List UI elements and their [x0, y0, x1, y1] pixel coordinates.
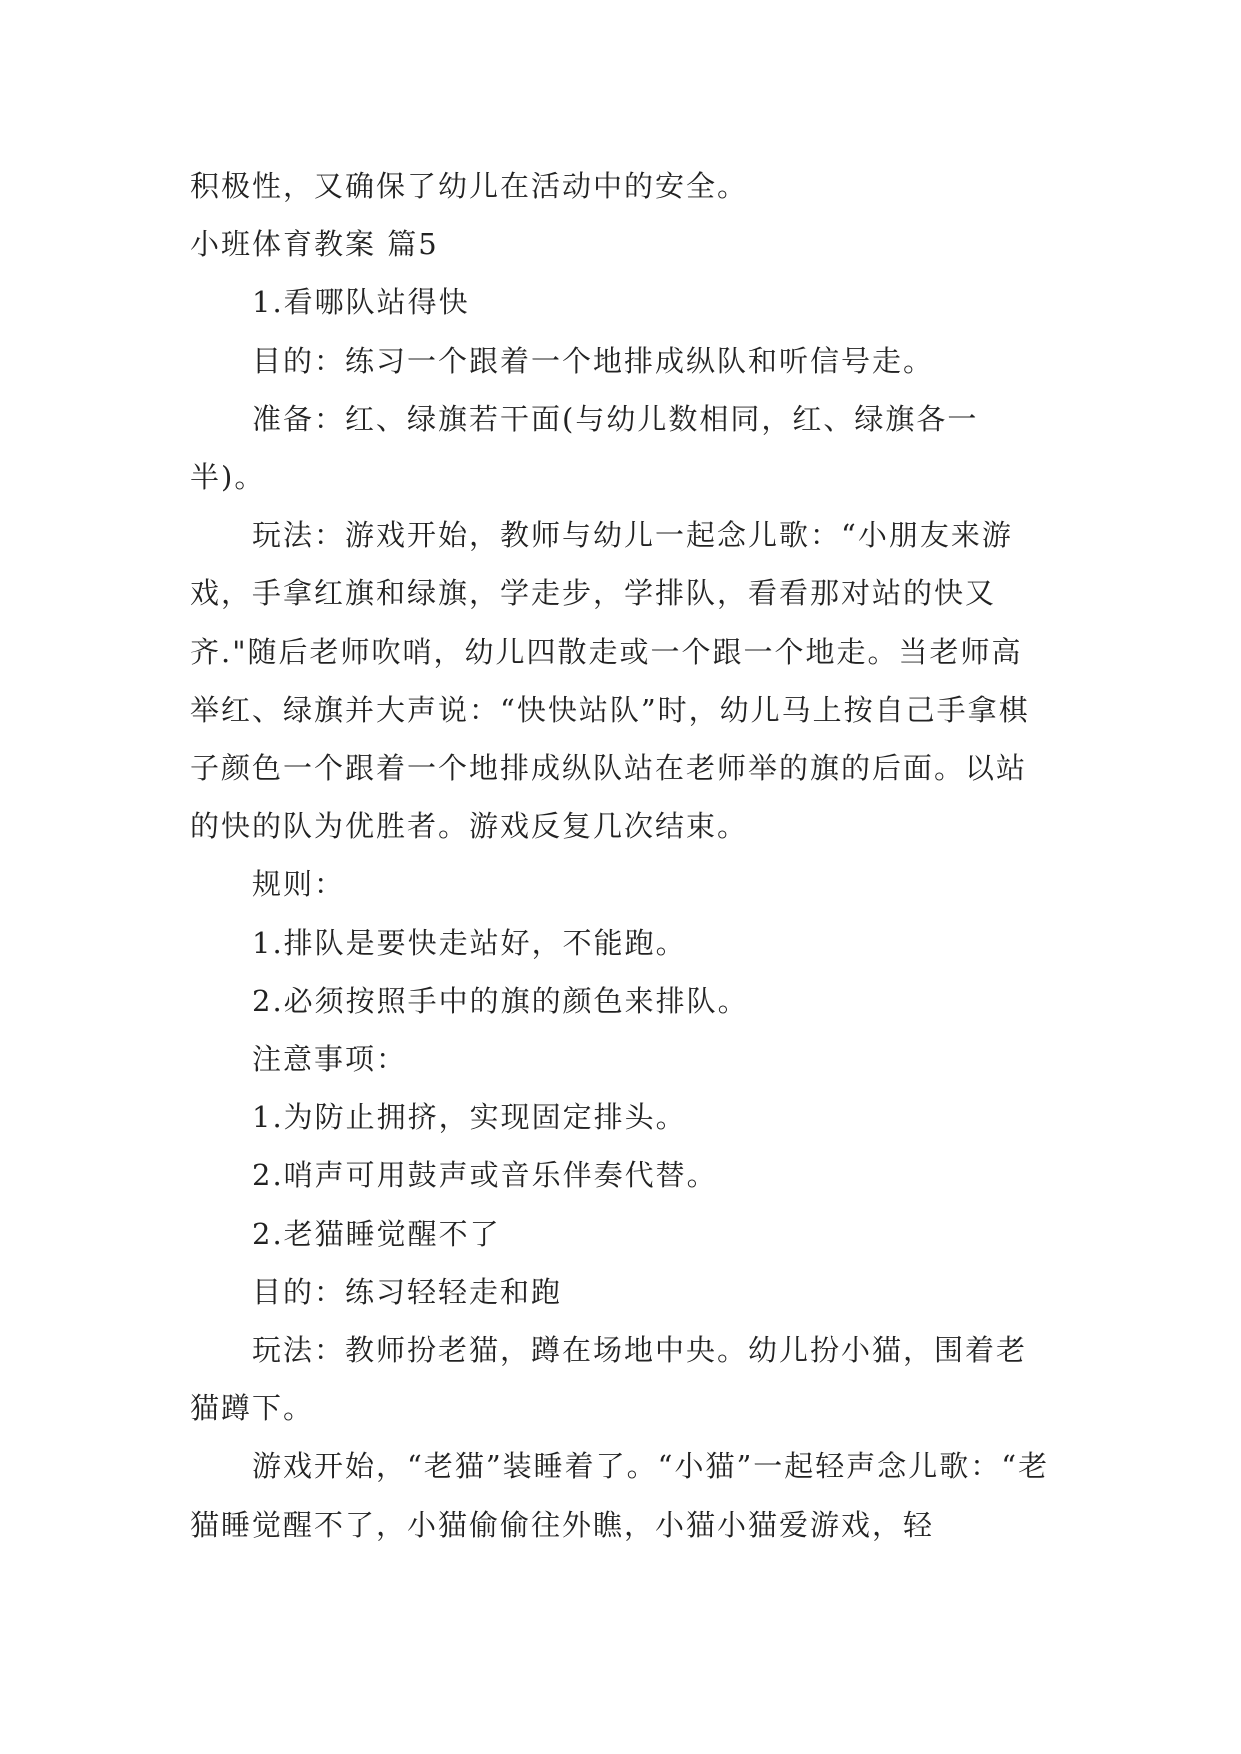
section-heading: 小班体育教案 篇5	[190, 227, 439, 262]
paragraph: 准备：红、绿旗若干面(与幼儿数相同，红、绿旗各一半)。	[190, 401, 979, 495]
paragraph: 玩法：教师扮老猫，蹲在场地中央。幼儿扮小猫，围着老猫蹲下。	[190, 1333, 1028, 1426]
paragraph: 玩法：游戏开始，教师与幼儿一起念儿歌：“小朋友来游戏，手拿红旗和绿旗，学走步，学排队，看看那对站的快又齐."随后老师吹哨，幼儿四散走或一个跟一个地走。当老师高举红、绿旗并大声说：“快快站队”时，幼儿马上按自己手拿棋子颜色一个跟着一个地排成纵队站在老师举的旗的后面。以站的快的队为优胜者。游戏反复几次结束。	[190, 518, 1030, 844]
paragraph: 注意事项：	[252, 1042, 408, 1077]
paragraph: 目的：练习一个跟着一个地排成纵队和听信号走。	[252, 343, 935, 378]
document-body	[190, 157, 1050, 1554]
paragraph: 规则：	[252, 867, 346, 902]
list-item: 2.必须按照手中的旗的颜色来排队。	[252, 983, 749, 1018]
game-title: 1.看哪队站得快	[252, 285, 470, 320]
list-item: 1.排队是要快走站好，不能跑。	[252, 925, 687, 960]
paragraph: 游戏开始，“老猫”装睡着了。“小猫”一起轻声念儿歌：“老猫睡觉醒不了，小猫偷偷往外瞧，小猫小猫爱游戏，轻	[190, 1449, 1050, 1542]
paragraph: 积极性，又确保了幼儿在活动中的安全。	[190, 169, 749, 203]
game-title: 2.老猫睡觉醒不了	[252, 1216, 501, 1251]
list-item: 1.为防止拥挤，实现固定排头。	[252, 1100, 687, 1135]
paragraph: 目的：练习轻轻走和跑	[252, 1274, 563, 1309]
list-item: 2.哨声可用鼓声或音乐伴奏代替。	[252, 1158, 718, 1193]
